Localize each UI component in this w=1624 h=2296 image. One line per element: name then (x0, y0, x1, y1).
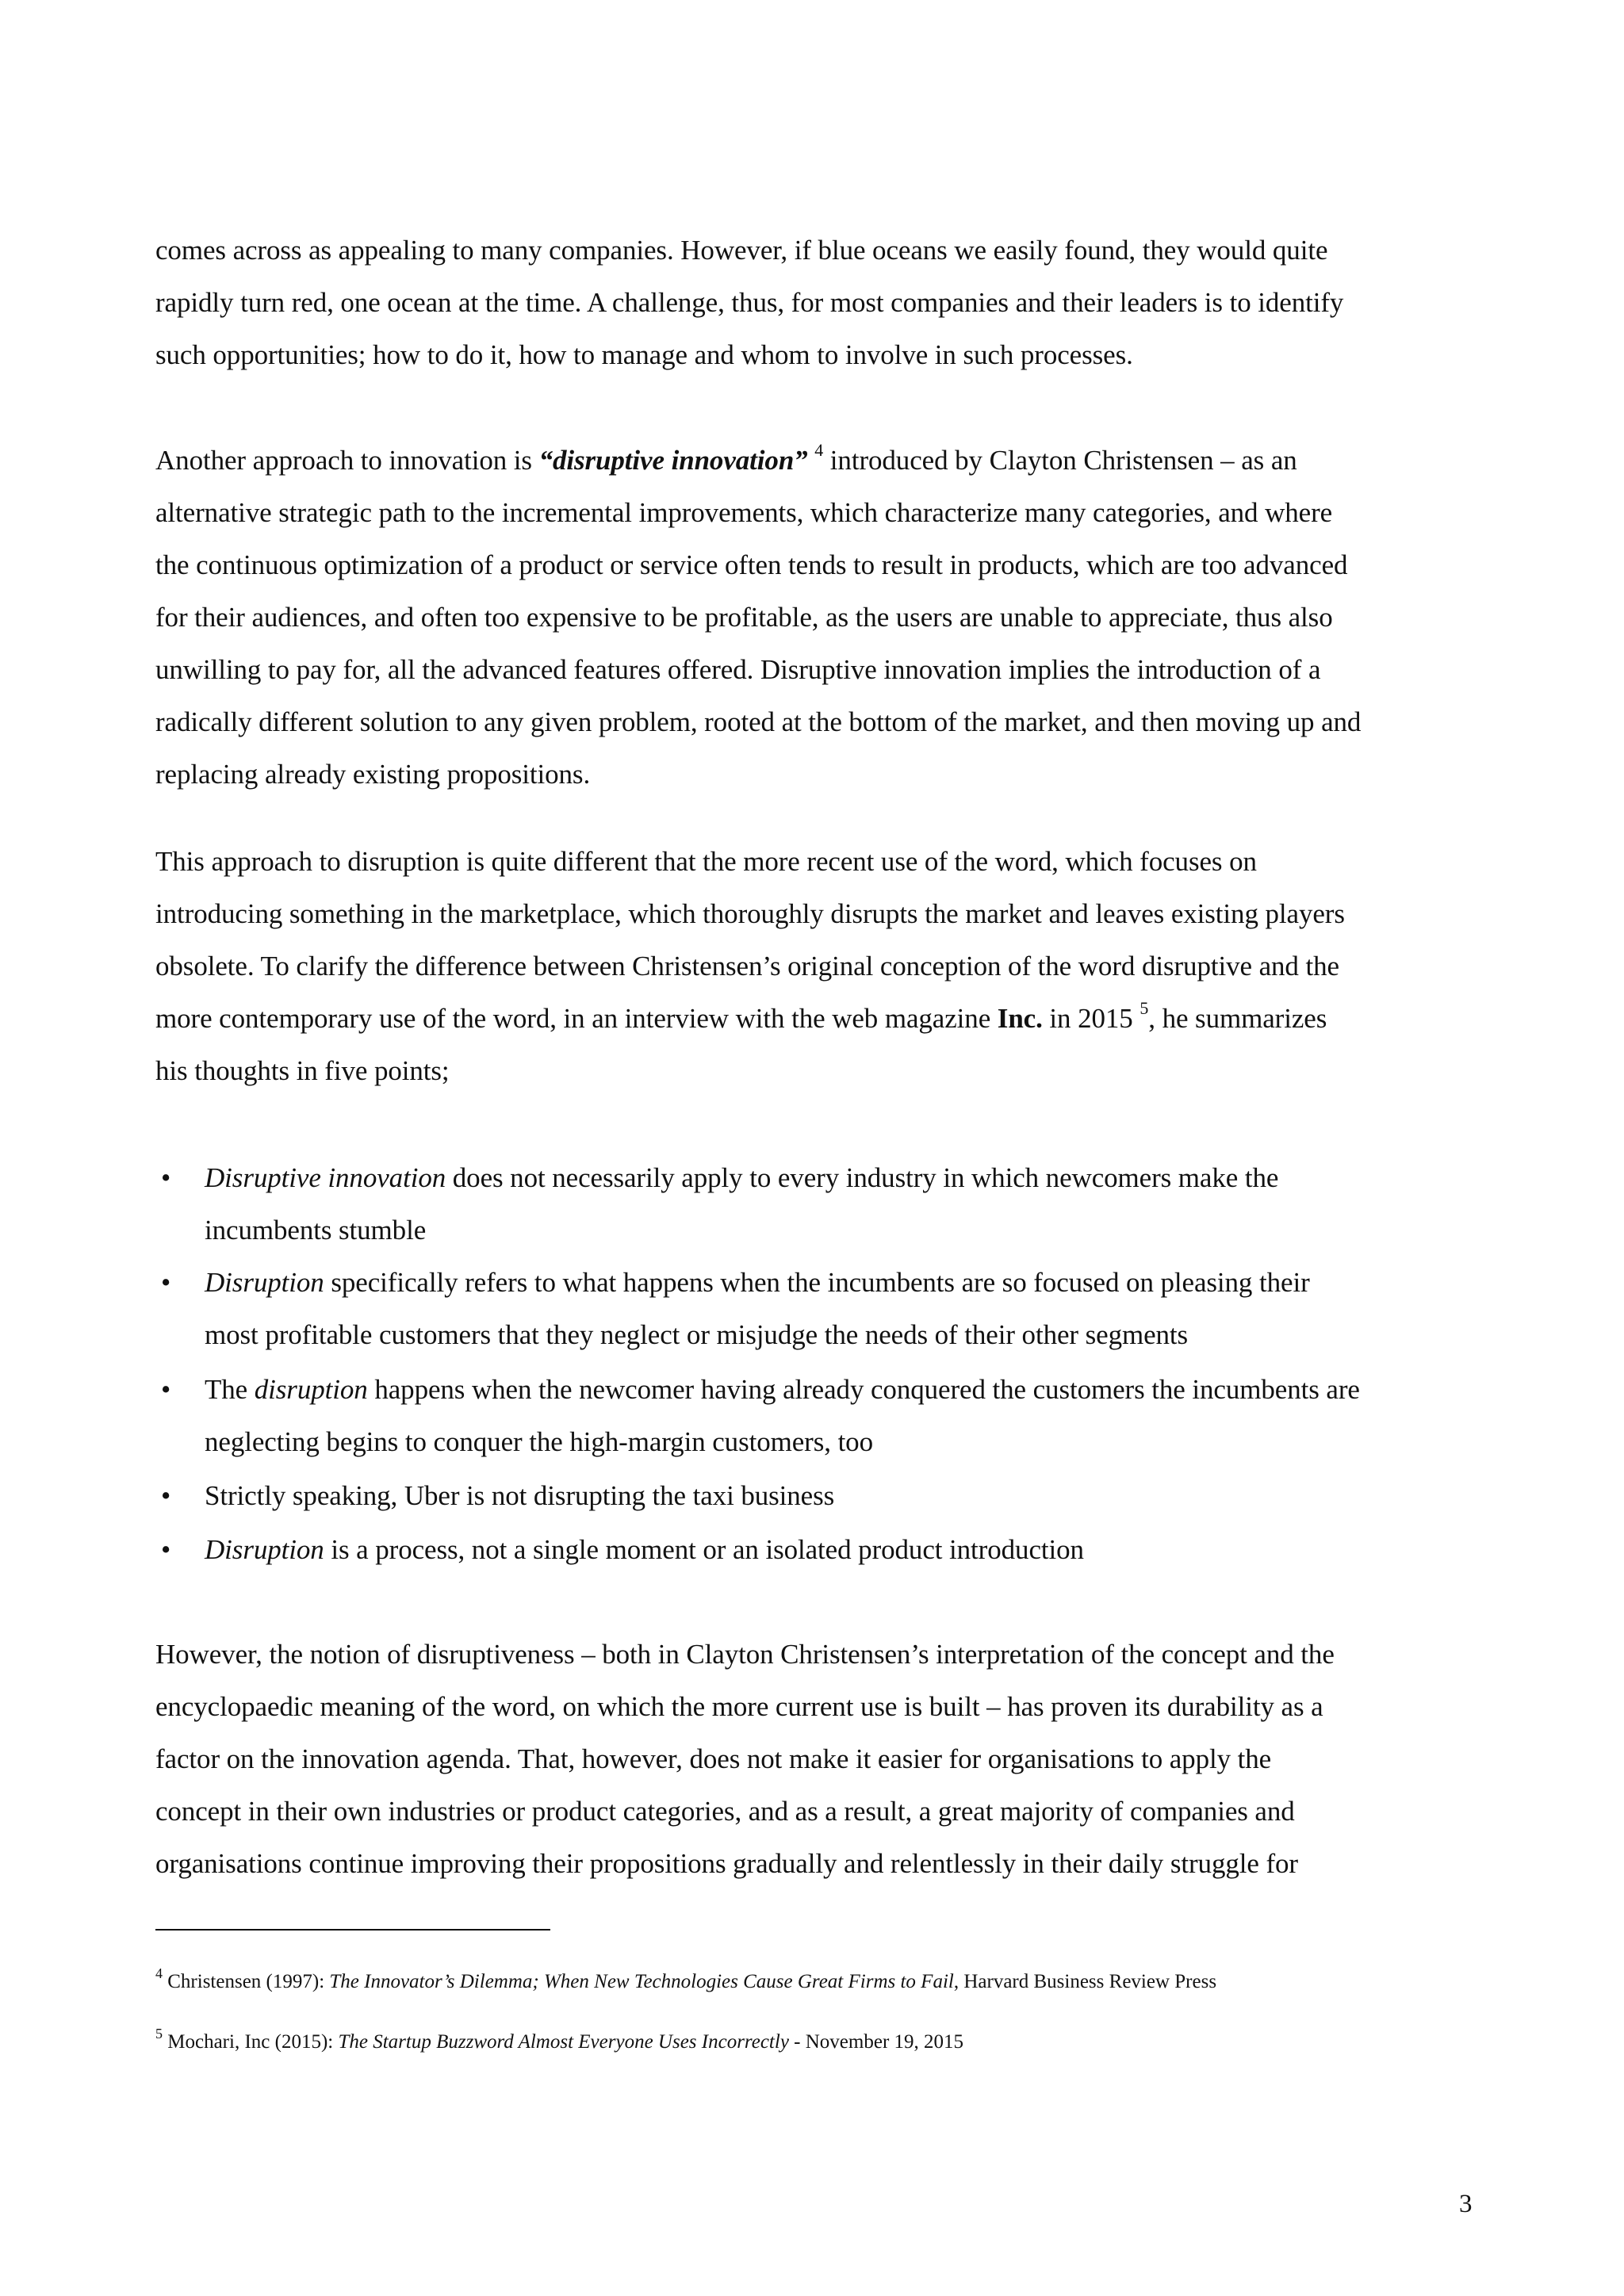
page-number: 3 (1459, 2190, 1473, 2218)
para2-line-5: unwilling to pay for, all the advanced features offered. Disruptive innovation implies the introduction of a (155, 654, 1321, 685)
bullet-3-text: happens when the newcomer having already conquered the customers the incumbents are (367, 1374, 1360, 1405)
bullet-dot: • (161, 1267, 171, 1298)
bullet-item-2 (205, 1265, 1310, 1300)
para2-line-6: radically different solution to any given problem, rooted at the bottom of the market, and then moving up and (155, 706, 1362, 737)
bullet-item-1-cont: incumbents stumble (205, 1215, 427, 1246)
footnote-separator (155, 1929, 550, 1931)
para3-line-2: introducing something in the marketplace, which thoroughly disrupts the market and leaves existing players (155, 898, 1345, 929)
para1-line-2: rapidly turn red, one ocean at the time. A challenge, thus, for most companies and their leaders is to identify (155, 287, 1344, 318)
bullet-dot: • (161, 1480, 171, 1511)
bullet-5-text: is a process, not a single moment or an isolated product introduction (324, 1534, 1084, 1565)
bullet-item-5 (205, 1533, 1084, 1567)
para4-line-1: However, the notion of disruptiveness – both in Clayton Christensen’s interpretation of the concept and the (155, 1639, 1335, 1670)
bullet-1-text: does not necessarily apply to every industry in which newcomers make the (446, 1162, 1279, 1193)
para1-line-3: such opportunities; how to do it, how to manage and whom to involve in such processes. (155, 339, 1133, 370)
bullet-2-emphasis: Disruption (205, 1267, 324, 1298)
footnote-5 (155, 2025, 964, 2055)
para3-line-3: obsolete. To clarify the difference between Christensen’s original conception of the word disruptive and the (155, 951, 1339, 982)
para2-line-1 (155, 440, 1297, 478)
bullet-item-1 (205, 1161, 1278, 1196)
bullet-item-3 (205, 1372, 1360, 1407)
para2-line-3: the continuous optimization of a product or service often tends to result in products, which are too advanced (155, 549, 1348, 580)
para1-line-1: comes across as appealing to many companies. However, if blue oceans we easily found, they would quite (155, 235, 1328, 266)
para4-line-2: encyclopaedic meaning of the word, on which the more current use is built – has proven its durability as a (155, 1691, 1323, 1722)
bullet-item-2-cont: most profitable customers that they neglect or misjudge the needs of their other segments (205, 1319, 1189, 1350)
bullet-2-text: specifically refers to what happens when the incumbents are so focused on pleasing their (324, 1267, 1310, 1298)
para3-line-4 (155, 998, 1327, 1036)
footnote-4-title: The Innovator’s Dilemma; When New Technologies Cause Great Firms to Fail (329, 1971, 954, 1992)
bullet-item-4: Strictly speaking, Uber is not disrupting the taxi business (205, 1480, 835, 1511)
footnote-5-text: - November 19, 2015 (788, 2031, 964, 2053)
bullet-dot: • (161, 1534, 171, 1565)
para3-text: , he summarizes (1148, 1003, 1327, 1034)
para3-line-5: his thoughts in five points; (155, 1055, 450, 1086)
para3-text: in 2015 (1042, 1003, 1140, 1034)
para2-line-2: alternative strategic path to the incremental improvements, which characterize many categories, and where (155, 497, 1333, 528)
footnote-4 (155, 1965, 1217, 1995)
bullet-1-emphasis: Disruptive innovation (205, 1162, 446, 1193)
bullet-3-emphasis: disruption (254, 1374, 368, 1405)
bullet-dot: • (161, 1374, 171, 1405)
footnote-5-title: The Startup Buzzword Almost Everyone Uses Incorrectly (338, 2031, 789, 2053)
para4-line-5: organisations continue improving their propositions gradually and relentlessly in their daily struggle for (155, 1848, 1298, 1879)
disruptive-innovation-term: “disruptive innovation” (538, 445, 808, 476)
footnote-ref-5[interactable]: 5 (1139, 998, 1149, 1019)
para2-line-4: for their audiences, and often too expensive to be profitable, as the users are unable to appreciate, thus also (155, 602, 1333, 633)
bullet-3-text: The (205, 1374, 255, 1405)
footnote-5-text: Mochari, Inc (2015): (163, 2031, 339, 2053)
bullet-dot: • (161, 1162, 171, 1193)
footnote-ref-4[interactable]: 4 (814, 440, 824, 461)
para2-text: introduced by Clayton Christensen – as an (823, 445, 1297, 476)
para3-text: more contemporary use of the word, in an interview with the web magazine (155, 1003, 998, 1034)
footnote-4-text: Christensen (1997): (163, 1971, 330, 1992)
para4-line-4: concept in their own industries or product categories, and as a result, a great majority of companies and (155, 1796, 1295, 1827)
inc-magazine-name: Inc. (997, 1003, 1043, 1034)
bullet-item-3-cont: neglecting begins to conquer the high-margin customers, too (205, 1426, 873, 1457)
footnote-4-number: 4 (155, 1965, 163, 1981)
para4-line-3: factor on the innovation agenda. That, however, does not make it easier for organisations to apply the (155, 1743, 1272, 1774)
para2-line-7: replacing already existing propositions. (155, 759, 591, 790)
para3-line-1: This approach to disruption is quite different that the more recent use of the word, which focuses on (155, 846, 1257, 877)
footnote-5-number: 5 (155, 2025, 163, 2042)
bullet-5-emphasis: Disruption (205, 1534, 324, 1565)
para2-text: Another approach to innovation is (155, 445, 539, 476)
footnote-4-text: , Harvard Business Review Press (953, 1971, 1217, 1992)
